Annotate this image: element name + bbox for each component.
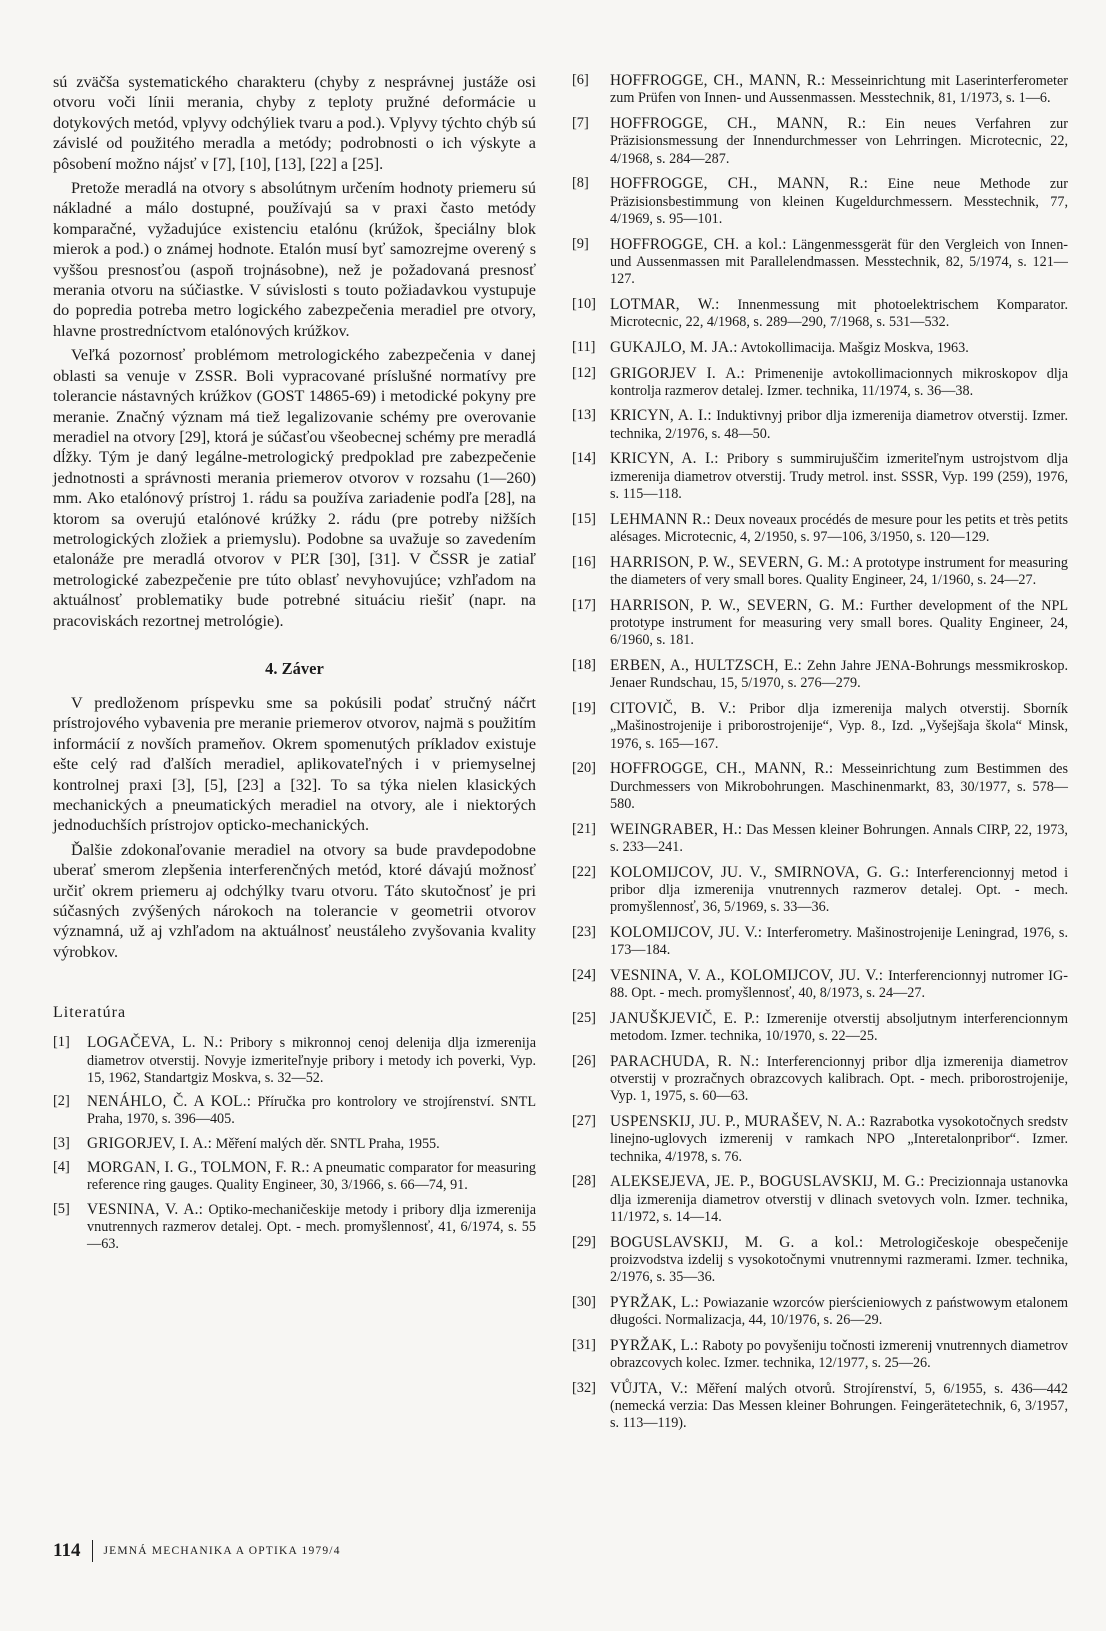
reference-text: Pribor dlja izmerenija malych otverstij. Sborník „Mašinostrojenije i priborostrojenije“, Vyp. 8., Izd. „Vyšejšaja škola“ Minsk, 1976, s. 165—167. (610, 700, 1068, 752)
reference-number: [7] (572, 114, 589, 131)
reference-authors: LOTMAR, W.: (610, 295, 720, 313)
reference-number: [6] (572, 72, 589, 88)
reference-item (572, 700, 1068, 753)
reference-text: Messeinrichtung zum Bestimmen des Durchmessers von Mikrobohrungen. Maschinenmarkt, 83, 30/1977, s. 578—580. (610, 761, 1068, 812)
reference-text: Primenenije avtokollimacionnych mikroskopov dlja kontrolja razmerov detalej. Izmer. technika, 11/1974, s. 36—38. (610, 365, 1068, 399)
reference-text: Eine neue Methode zur Präzisionsbestimmung von kleinen Kugeldurchmessern. Messtechnik, 77, 4/1969, s. 95—101. (610, 176, 1068, 227)
reference-authors: CITOVIČ, B. V.: (610, 699, 737, 717)
reference-item (572, 597, 1068, 650)
reference-number: [18] (572, 657, 596, 673)
reference-number: [24] (572, 966, 596, 983)
reference-number: [14] (572, 450, 596, 467)
reference-item (572, 1294, 1068, 1330)
reference-authors: KOLOMIJCOV, JU. V.: (610, 923, 763, 941)
reference-authors: HOFFROGGE, CH., MANN, R.: (610, 175, 869, 193)
reference-number: [27] (572, 1113, 596, 1130)
reference-authors: GUKAJLO, M. JA.: (610, 338, 738, 356)
reference-number: [9] (572, 235, 589, 252)
reference-item (53, 1093, 536, 1129)
reference-number: [16] (572, 553, 596, 570)
reference-text: Raboty po povyšeniju točnosti izmerenij vnutrennych diametrov obrazcovych kolec. Izmer. technika, 12/1977, s. 25—26. (610, 1337, 1069, 1372)
reference-authors: ALEKSEJEVA, JE. P., BOGUSLAVSKIJ, M. G.: (610, 1173, 925, 1191)
reference-text: Příručka pro kontrolory ve strojírenství. SNTL Praha, 1970, s. 396—405. (87, 1094, 536, 1128)
reference-item (572, 72, 1068, 108)
reference-number: [5] (53, 1200, 70, 1217)
page-number: 114 (53, 1540, 81, 1561)
reference-item (572, 554, 1068, 590)
reference-number: [20] (572, 760, 596, 777)
literature-heading: Literatúra (53, 1004, 127, 1022)
reference-item (572, 924, 1068, 960)
reference-text: Interferencionnyj metod i pribor dlja izmerenija vnutrennych razmerov detalej. Opt. - mech. promyšlennosť, 36, 5/1969, s. 33—36. (610, 864, 1069, 916)
reference-text: Precizionnaja ustanovka dlja izmerenija diametrov otverstij v dlinach svetovych voln. Izmer. technika, 11/1972, s. 14—14. (610, 1174, 1069, 1225)
reference-number: [3] (53, 1134, 70, 1151)
reference-authors: HARRISON, P. W., SEVERN, G. M.: (610, 553, 850, 571)
reference-authors: KRICYN, A. I.: (610, 450, 719, 468)
right-column (572, 72, 1068, 1440)
reference-text: Měření malých děr. SNTL Praha, 1955. (215, 1135, 440, 1152)
reference-authors: GRIGORJEV I. A.: (610, 364, 745, 382)
reference-text: Pribory s mikronnoj cenoj delenija dlja izmerenija diametrov otverstij. Novyje izmeriteľnyje pribory i metody ich poverki, Vyp. 15, 1962, Standartgiz Moskva, s. 32—52. (87, 1035, 536, 1086)
reference-number: [25] (572, 1009, 596, 1026)
reference-authors: PARACHUDA, R. N.: (610, 1052, 760, 1070)
reference-item (572, 339, 1068, 357)
reference-authors: BOGUSLAVSKIJ, M. G. a kol.: (610, 1233, 864, 1251)
reference-item (572, 407, 1068, 443)
reference-number: [22] (572, 863, 596, 880)
left-column (53, 72, 536, 1260)
reference-item (572, 236, 1068, 289)
reference-text: A prototype instrument for measuring the diameters of very small bores. Quality Engineer, 24, 1/1960, s. 24—27. (610, 554, 1068, 589)
reference-authors: HOFFROGGE, CH., MANN, R.: (610, 72, 826, 89)
reference-number: [12] (572, 364, 596, 381)
reference-authors: USPENSKIJ, JU. P., MURAŠEV, N. A.: (610, 1113, 866, 1131)
reference-item (572, 450, 1068, 503)
reference-item (572, 1113, 1068, 1166)
reference-number: [21] (572, 820, 596, 837)
reference-item (572, 511, 1068, 547)
reference-item (572, 1337, 1068, 1373)
reference-authors: MORGAN, I. G., TOLMON, F. R.: (87, 1159, 310, 1177)
reference-list-left (53, 1034, 536, 1253)
reference-item (572, 115, 1068, 168)
reference-number: [17] (572, 596, 596, 613)
reference-authors: KOLOMIJCOV, JU. V., SMIRNOVA, G. G.: (610, 863, 910, 881)
reference-text: Interferencionnyj pribor dlja izmerenija diametrov otverstij v prozračnych obrazcovych kalibrach. Opt. - mech. priborostrojenije, Vyp. 1, 1975, s. 60—63. (610, 1053, 1069, 1105)
reference-text: Innenmessung mit photoelektrischem Komparator. Microtecnic, 22, 4/1968, s. 289—290, 7/1968, s. 531—532. (610, 296, 1068, 331)
reference-authors: ERBEN, A., HULTZSCH, E.: (610, 657, 802, 674)
reference-item (572, 760, 1068, 813)
reference-number: [28] (572, 1173, 596, 1190)
reference-text: Längenmessgerät für den Vergleich von Innen- und Aussenmassen mit Parallelendmassen. Messtechnik, 82, 5/1974, s. 121—127. (610, 236, 1069, 288)
reference-number: [4] (53, 1159, 70, 1176)
body-paragraph: Veľká pozornosť problémom metrologického zabezpečenia v danej oblasti sa venuje v ZSSR. Boli vypracované príslušné normatívy pre tolerancie nástavných krúžkov (GOST 14865-69) i metodické pokyny pre meranie. Značný význam má tiež legalizovanie schémy pre overovanie meradiel na otvory [29], ktorá je súčasťou všeobecnej schémy pre meradlá dĺžky. Tým je daný legálne-metrologický predpoklad pre zabezpečenie jednotnosti a správnosti merania priemerov otvorov v rozsahu (1—260) mm. Ako etalónový prístroj 1. rádu sa používa zariadenie podľa [28], na ktorom sa overujú etalónové krúžky 2. rádu (pre potreby nižších metrologických zložiek a priemyslu). Podobne sa uvažuje so zavedením etalonáže pre meradlá otvorov v PĽR [30], [31]. V ČSSR je zatiaľ metrologické zabezpečenie pre túto oblasť nevyhovujúce; vzhľadom na aktuálnosť problematiky bude potrebné situáciu riešiť (napr. na pracoviskách rezortnej metrológie). (53, 346, 536, 630)
reference-number: [8] (572, 175, 589, 192)
reference-number: [30] (572, 1293, 596, 1310)
conclusion-paragraph: Ďalšie zdokonaľovanie meradiel na otvory sa bude pravdepodobne uberať smerom zlepšenia interferenčných metód, ktoré dávajú možnosť určiť okrem priemeru aj odchýlky tvaru otvoru. Táto skutočnosť je pri súčasných zvýšených nárokoch na tolerancie v geometrii otvorov významná, už aj vzhľadom na aktuálnosť neustáleho zvyšovania kvality výrobkov. (53, 840, 536, 961)
reference-authors: HARRISON, P. W., SEVERN, G. M.: (610, 596, 864, 614)
reference-number: [31] (572, 1336, 596, 1353)
reference-text: Měření malých otvorů. Strojírenství, 5, 6/1955, s. 436—442 (nemecká verzia: Das Messen kleiner Bohrungen. Feingerätetechnik, 6, 3/1957, s. 113—119). (610, 1380, 1069, 1432)
reference-item (53, 1159, 536, 1195)
reference-list-right (572, 72, 1068, 1433)
page-footer (53, 1540, 341, 1562)
reference-authors: HOFFROGGE, CH., MANN, R.: (610, 760, 834, 778)
reference-text: Ein neues Verfahren zur Präzisionsmessung der Innendurchmesser von Lehrringen. Microtecnic, 22, 4/1968, s. 284—287. (610, 115, 1068, 167)
conclusion-paragraph: V predloženom príspevku sme sa pokúsili podať stručný náčrt prístrojového vybavenia pre meranie priemerov otvorov, najmä s použitím informácií z novších prameňov. Okrem spomenutých príkladov existuje ešte celý rad ďalších meradiel, aplikovateľných i v priemyselnej kontrolnej praxi [3], [5], [23] a [32]. To sa týka nielen klasických mechanických a pneumatických meradiel na otvory, ale i niektorých jednoduchších prístrojov opticko-mechanických. (53, 693, 536, 835)
reference-authors: LEHMANN R.: (610, 510, 711, 528)
reference-item (572, 296, 1068, 332)
reference-item (53, 1034, 536, 1087)
reference-item (53, 1201, 536, 1254)
reference-item (572, 365, 1068, 401)
reference-text: A pneumatic comparator for measuring reference ring gauges. Quality Engineer, 30, 3/1966, s. 66—74, 91. (87, 1160, 537, 1194)
reference-text: Das Messen kleiner Bohrungen. Annals CIRP, 22, 1973, s. 233—241. (610, 821, 1068, 855)
footer-separator (92, 1540, 93, 1562)
reference-text: Zehn Jahre JENA-Bohrungs messmikroskop. Jenaer Rundschau, 15, 5/1970, s. 276—279. (610, 658, 1069, 692)
reference-item (572, 1380, 1068, 1433)
reference-item (572, 864, 1068, 917)
reference-number: [19] (572, 699, 596, 716)
reference-number: [13] (572, 407, 596, 424)
reference-authors: HOFFROGGE, CH. a kol.: (610, 235, 787, 253)
reference-authors: WEINGRABER, H.: (610, 820, 743, 838)
reference-authors: PYRŽAK, L.: (610, 1293, 700, 1311)
reference-item (572, 1234, 1068, 1287)
reference-text: Metrologičeskoje obespečenije proizvodstva izdelij s vysokotočnymi vnutrennymi razmerami. Izmer. technika, 2/1976, s. 35—36. (610, 1234, 1068, 1286)
reference-authors: VESNINA, V. A., KOLOMIJCOV, JU. V.: (610, 966, 884, 984)
reference-authors: JANUŠKJEVIČ, E. P.: (610, 1009, 760, 1027)
reference-item (572, 1010, 1068, 1046)
journal-name: JEMNÁ MECHANIKA A OPTIKA 1979/4 (103, 1545, 341, 1557)
reference-item (572, 657, 1068, 693)
reference-number: [2] (53, 1093, 70, 1110)
reference-number: [26] (572, 1052, 596, 1069)
reference-number: [10] (572, 295, 596, 312)
reference-authors: LOGAČEVA, L. N.: (87, 1034, 224, 1052)
reference-authors: GRIGORJEV, I. A.: (87, 1134, 213, 1152)
reference-number: [32] (572, 1379, 596, 1396)
reference-authors: KRICYN, A. I.: (610, 407, 712, 425)
reference-text: Razrabotka vysokotočnych sredstv linejno-uglovych izmerenij v ramkach NPO „Interetalonpribor“. Izmer. technika, 4/1978, s. 76. (610, 1114, 1068, 1165)
reference-item (53, 1135, 536, 1153)
reference-authors: VŮJTA, V.: (610, 1379, 689, 1397)
reference-text: Deux noveaux procédés de mesure pour les petits et très petits alésages. Microtecnic, 4, 2/1950, s. 97—106, 3/1950, s. 120—129. (610, 511, 1069, 546)
body-paragraph: sú zväčša systematického charakteru (chyby z nesprávnej justáže osi otvoru voči línii merania, chyby z teploty pružné deformácie u dotykových metód, vplyvy odchýliek tvaru a pod.). Vplyvy týchto chýb sú závislé od použitého meradla a metódy; podrobnosti o ich výskyte a pôsobení možno nájsť v [7], [10], [13], [22] a [25]. (53, 73, 537, 173)
reference-authors: VESNINA, V. A.: (87, 1200, 204, 1218)
reference-text: Messeinrichtung mit Laserinterferometer zum Prüfen von Innen- und Aussenmassen. Messtechnik, 81, 1/1973, s. 1—6. (610, 73, 1068, 107)
reference-authors: NENÁHLO, Č. A KOL.: (87, 1093, 252, 1111)
reference-item (572, 1053, 1068, 1106)
reference-text: Interferometry. Mašinostrojenije Leningrad, 1976, s. 173—184. (610, 924, 1068, 959)
reference-text: Induktivnyj pribor dlja izmerenija diametrov otverstij. Izmer. technika, 2/1976, s. 48—50. (610, 408, 1069, 442)
reference-number: [1] (53, 1034, 70, 1051)
reference-number: [23] (572, 923, 596, 940)
reference-authors: PYRŽAK, L.: (610, 1336, 699, 1354)
reference-item (572, 821, 1068, 857)
reference-number: [15] (572, 510, 596, 527)
reference-number: [29] (572, 1233, 596, 1250)
reference-text: Avtokollimacija. Mašgiz Moskva, 1963. (740, 339, 969, 356)
reference-item (572, 175, 1068, 228)
body-paragraph: Pretože meradlá na otvory s absolútnym určením hodnoty priemeru sú nákladné a málo dostupné, používajú sa v praxi často metódy komparačné, vyžadujúce existenciu etalónu (krúžok, špeciálny blok mierok a pod.) o známej hodnote. Etalón musí byť samozrejme overený s vyššou presnosťou (aspoň trojnásobne), než je požadovaná presnosť merania otvoru na súčiastke. V súvislosti s touto požiadavkou vystupuje do popredia potreba metro logického zabezpečenia meradiel pre otvory, hlavne prostredníctvom etalónových krúžkov. (53, 179, 536, 340)
reference-item (572, 1173, 1068, 1226)
reference-number: [11] (572, 338, 596, 355)
reference-text: Further development of the NPL prototype instrument for measuring very small bores. Quality Engineer, 24, 6/1960, s. 181. (610, 597, 1069, 649)
reference-text: Interferencionnyj nutromer IG-88. Opt. - mech. promyšlennosť, 40, 8/1973, s. 24—27. (610, 967, 1069, 1002)
reference-text: Powiazanie wzorców pierścieniowych z państwowym etalonem długości. Normalizacja, 44, 10/1976, s. 26—29. (610, 1294, 1069, 1329)
reference-item (572, 967, 1068, 1003)
reference-text: Pribory s summirujuščim izmeriteľnym ustrojstvom dlja izmerenija diametrov otverstij. Trudy metrol. inst. SSSR, Vyp. 199 (259), 1976, s. 115—118. (610, 451, 1068, 503)
reference-text: Izmerenije otverstij absoljutnym interferencionnym metodom. Izmer. technika, 10/1970, s. 22—25. (610, 1010, 1068, 1045)
reference-text: Optiko-mechaničeskije metody i pribory dlja izmerenija vnutrennych razmerov detalej. Opt. - mech. promyšlennosť, 41, 6/1974, s. 55—63. (87, 1201, 536, 1253)
reference-authors: HOFFROGGE, CH., MANN, R.: (610, 114, 867, 132)
section-heading: 4. Záver (265, 658, 324, 678)
